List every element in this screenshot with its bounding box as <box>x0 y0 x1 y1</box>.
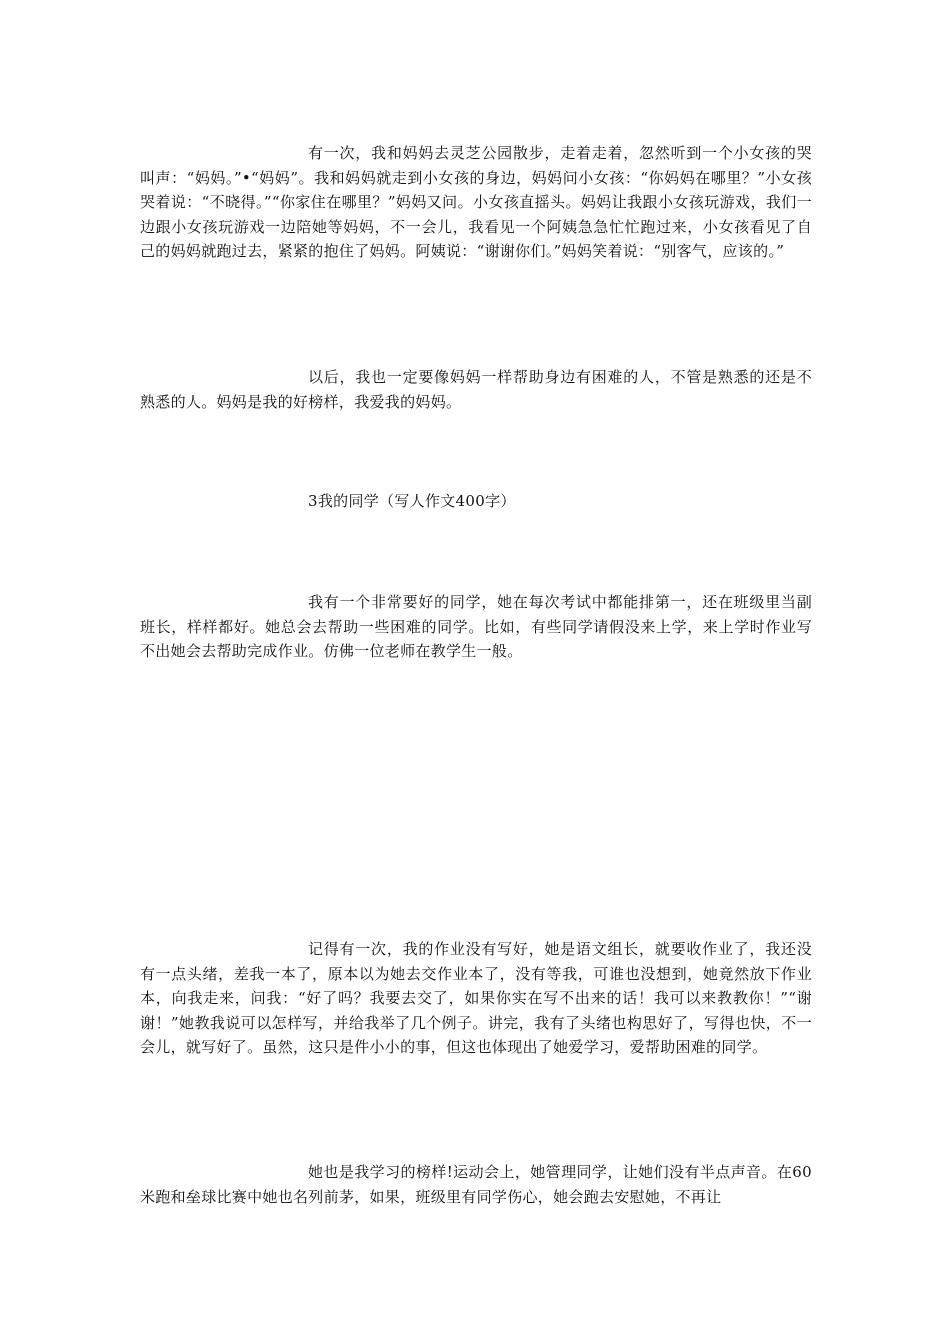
section-heading: 3我的同学（写人作文400字） <box>308 492 516 510</box>
paragraph-homework-story: 记得有一次，我的作业没有写好，她是语文组长，就要收作业了，我还没有一点头绪，差我一本了，原本以为她去交作业本了，没有等我，可谁也没想到，她竟然放下作业本，向我走来，问我：“好了吗？我要去交了，如果你实在写不出来的话！我可以来教教你！”“谢谢！”她教我说可以怎样写，并给我举了几个例子。讲完，我有了头绪也构思好了，写得也快，不一会儿，就写好了。虽然，这只是件小小的事，但这也体现出了她爱学习，爱帮助困难的同学。 <box>140 940 812 1056</box>
paragraph-sports-meet: 她也是我学习的榜样!运动会上，她管理同学，让她们没有半点声音。在60米跑和垒球比赛中她也名列前茅，如果，班级里有同学伤心，她会跑去安慰她，不再让 <box>140 1163 812 1206</box>
paragraph-park-story: 有一次，我和妈妈去灵芝公园散步，走着走着，忽然听到一个小女孩的哭叫声：“妈妈。”•“妈妈”。我和妈妈就走到小女孩的身边，妈妈问小女孩：“你妈妈在哪里？”小女孩哭着说：“不晓得。”“你家住在哪里？”妈妈又问。小女孩直摇头。妈妈让我跟小女孩玩游戏，我们一边跟小女孩玩游戏一边陪她等妈妈，不一会儿，我看见一个阿姨急急忙忙跑过来，小女孩看见了自己的妈妈就跑过去，紧紧的抱住了妈妈。阿姨说：“谢谢你们。”妈妈笑着说：“别客气，应该的。” <box>140 144 812 260</box>
paragraph-classmate-intro: 我有一个非常要好的同学，她在每次考试中都能排第一，还在班级里当副班长，样样都好。她总会去帮助一些困难的同学。比如，有些同学请假没来上学，来上学时作业写不出她会去帮助完成作业。仿佛一位老师在教学生一般。 <box>140 593 812 660</box>
paragraph-role-model: 以后，我也一定要像妈妈一样帮助身边有困难的人，不管是熟悉的还是不熟悉的人。妈妈是我的好榜样，我爱我的妈妈。 <box>140 368 812 411</box>
